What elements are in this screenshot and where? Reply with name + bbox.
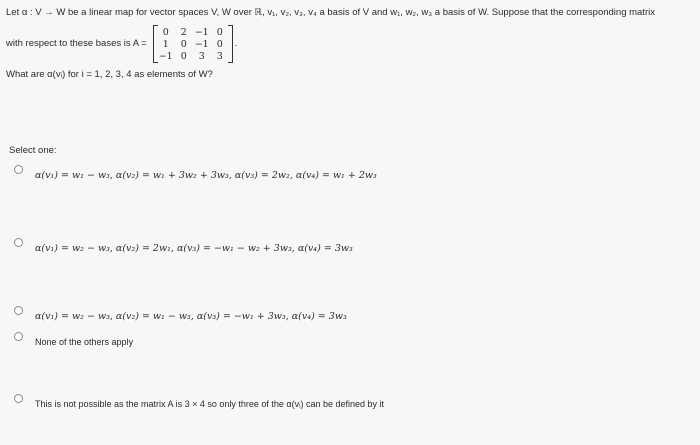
matrix-cell: 1 [162,39,169,50]
question-text [6,6,696,82]
option-4[interactable] [14,333,133,347]
matrix-cell: 0 [180,51,187,62]
matrix-cell: 0 [180,39,187,50]
matrix-cell: −1 [194,39,209,50]
matrix-cell: 0 [216,39,223,50]
radio-button[interactable] [14,306,23,315]
option-5[interactable] [14,395,384,409]
matrix-cell: 0 [216,27,223,38]
matrix-row [6,22,696,66]
option-3[interactable] [14,307,347,322]
option-label: α(v₁) = w₂ − w₃, α(v₂) = w₁ − w₃, α(v₃) = −w₁ + 3w₃, α(v₄) = 3w₃ [35,311,347,322]
matrix-period: . [234,38,238,49]
radio-button[interactable] [14,165,23,174]
matrix-cell: −1 [158,51,173,62]
matrix-cell: −1 [194,27,209,38]
option-1[interactable] [14,166,377,181]
option-label: This is not possible as the matrix A is 3 × 4 so only three of the α(vᵢ) can be defined by it [35,399,385,409]
radio-button[interactable] [14,332,23,341]
matrix-cell: 2 [180,27,187,38]
matrix-a [153,25,233,63]
question-ask: What are α(vᵢ) for i = 1, 2, 3, 4 as elements of W? [6,69,213,80]
radio-button[interactable] [14,238,23,247]
option-label: α(v₁) = w₂ − w₃, α(v₂) = 2w₁, α(v₃) = −w₁ − w₂ + 3w₃, α(v₄) = 3w₃ [35,243,353,254]
matrix-cell: 3 [216,51,223,62]
option-label: α(v₁) = w₁ − w₃, α(v₂) = w₁ + 3w₂ + 3w₃, α(v₃) = 2w₂, α(v₄) = w₁ + 2w₃ [35,170,377,181]
option-2[interactable] [14,239,353,254]
question-intro: Let α : V → W be a linear map for vector spaces V, W over ℝ, v₁, v₂, v₃, v₄ a basis of V and w₁, w₂, w₃ a basis of W. Suppose that the corresponding matrix [6,7,655,18]
radio-button[interactable] [14,394,23,403]
matrix-lead: with respect to these bases is A = [6,38,147,49]
option-label: None of the others apply [35,337,134,347]
matrix-cell: 3 [198,51,205,62]
matrix-cell: 0 [162,27,169,38]
select-one-label: Select one: [9,145,57,156]
